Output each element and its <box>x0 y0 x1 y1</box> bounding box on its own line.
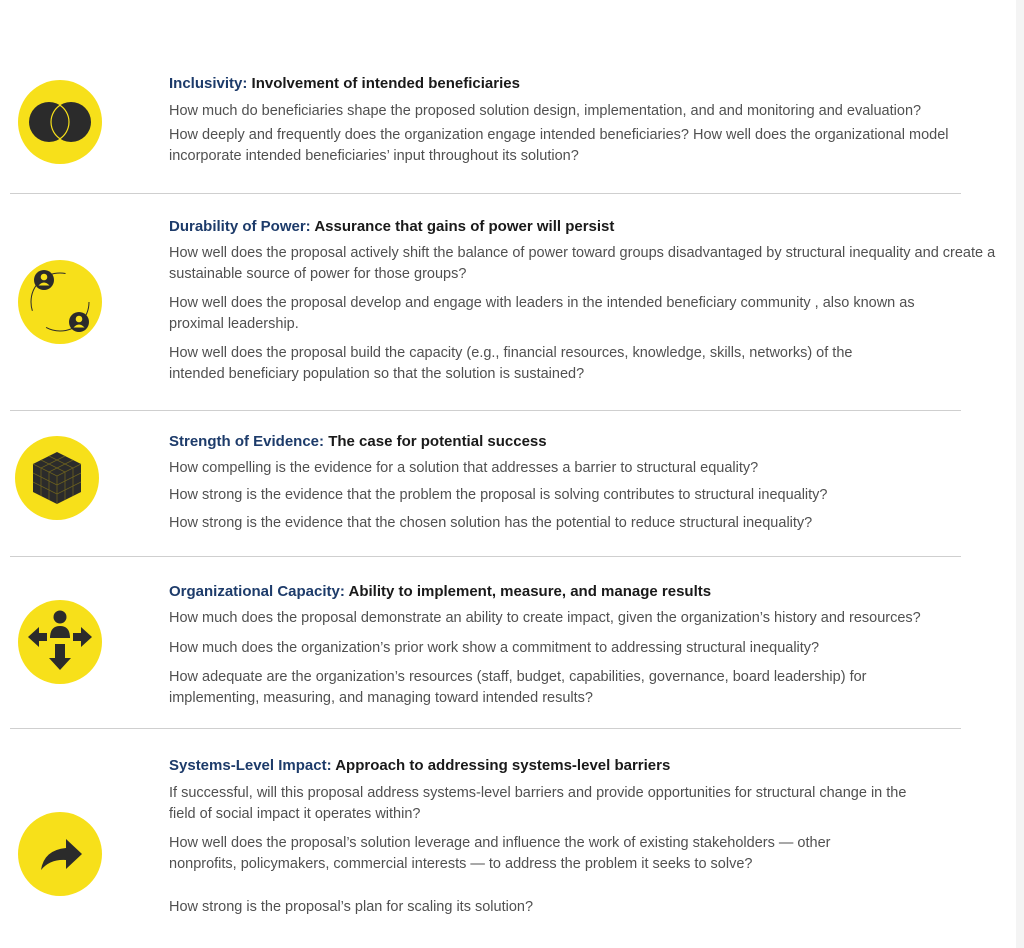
people-cycle-icon <box>18 260 102 344</box>
question-text: If successful, will this proposal address systems-level barriers and provide opportunities for structural change in the field of social impact it operates within? <box>169 785 907 822</box>
page-edge <box>1016 0 1024 948</box>
person-arrows-icon <box>18 600 102 684</box>
section-description: Approach to addressing systems-level barriers <box>335 757 671 774</box>
question-text: How well does the proposal actively shift the balance of power toward groups disadvantaged by structural inequality and create a sustainable source of power for those groups? <box>169 245 996 282</box>
section-description: Involvement of intended beneficiaries <box>251 75 520 92</box>
section-description: Assurance that gains of power will persist <box>314 218 615 235</box>
question-text: How compelling is the evidence for a solution that addresses a barrier to structural equality? <box>169 460 759 476</box>
cube-blocks-icon <box>15 436 99 520</box>
section-label: Durability of Power: <box>169 218 311 235</box>
question-text: How adequate are the organization’s resources (staff, budget, capabilities, governance, board leadership) for implementing, measuring, and managing toward intended results? <box>169 669 867 706</box>
section-heading <box>169 582 711 602</box>
question-text: How well does the proposal’s solution leverage and influence the work of existing stakeholders — other nonprofits, policymakers, commercial interests — to address the problem it seeks to solve? <box>169 835 831 872</box>
section-divider <box>10 728 961 729</box>
question-text: How deeply and frequently does the organization engage intended beneficiaries? How well does the organizational model incorporate intended beneficiaries’ input throughout its solution? <box>169 127 949 164</box>
question-text: How much do beneficiaries shape the proposed solution design, implementation, and and monitoring and evaluation? <box>169 103 922 119</box>
question-text: How strong is the evidence that the chosen solution has the potential to reduce structural inequality? <box>169 515 813 531</box>
section-label: Strength of Evidence: <box>169 433 325 450</box>
section-description: Ability to implement, measure, and manage results <box>348 583 712 600</box>
section-label: Inclusivity: <box>169 75 248 92</box>
section-description: The case for potential success <box>328 433 547 450</box>
section-heading <box>169 74 520 94</box>
question-text: How much does the proposal demonstrate an ability to create impact, given the organization’s history and resources? <box>169 610 921 626</box>
question-text: How strong is the proposal’s plan for scaling its solution? <box>169 899 534 915</box>
question-text: How well does the proposal develop and engage with leaders in the intended beneficiary community , also known as proximal leadership. <box>169 295 915 332</box>
section-divider <box>10 410 961 411</box>
question-text: How much does the organization’s prior work show a commitment to addressing structural inequality? <box>169 640 820 656</box>
overlapping-circles-icon <box>18 80 102 164</box>
question-text: How strong is the evidence that the problem the proposal is solving contributes to structural inequality? <box>169 487 828 503</box>
section-divider <box>10 193 961 194</box>
section-label: Organizational Capacity: <box>169 583 345 600</box>
question-text: How well does the proposal build the capacity (e.g., financial resources, knowledge, skills, networks) of the intended beneficiary population so that the solution is sustained? <box>169 345 853 382</box>
section-label: Systems-Level Impact: <box>169 757 332 774</box>
section-divider <box>10 556 961 557</box>
section-heading <box>169 432 547 452</box>
curved-arrow-icon <box>18 812 102 896</box>
section-heading <box>169 756 670 776</box>
section-heading <box>169 217 614 237</box>
